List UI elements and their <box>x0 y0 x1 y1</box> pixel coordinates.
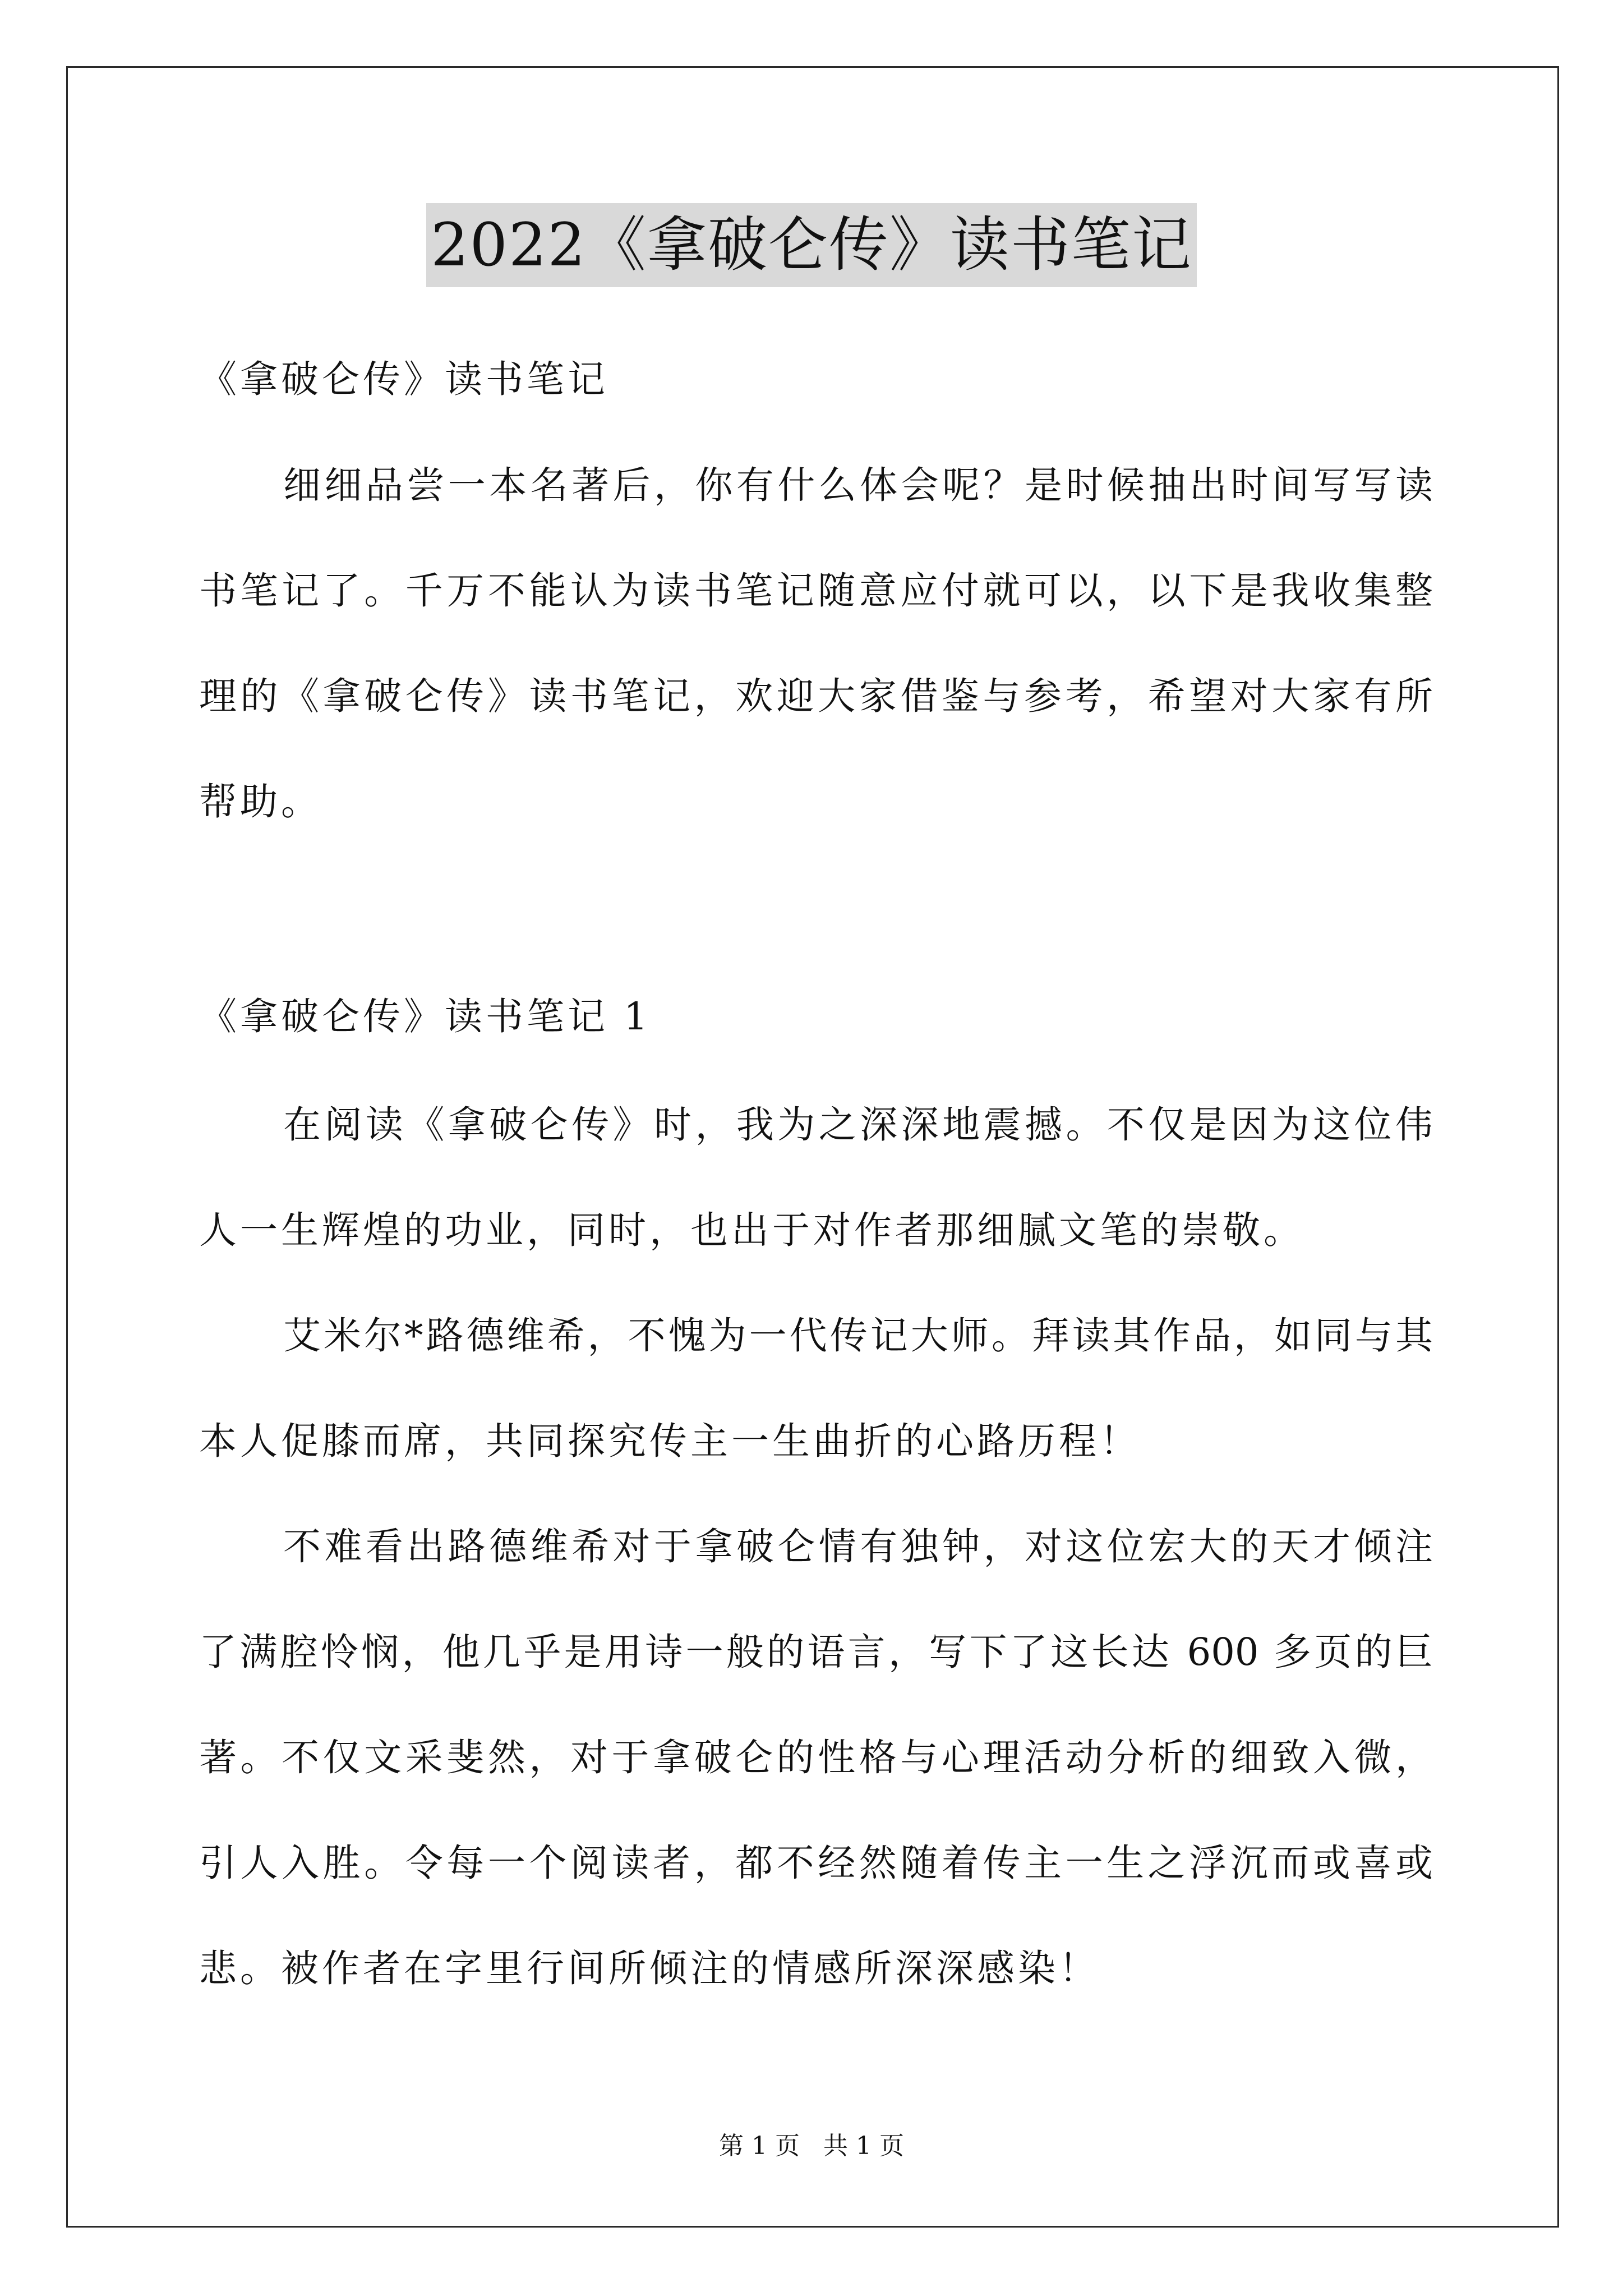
paragraph-1-line-1: 在阅读《拿破仑传》时，我为之深深地震撼。不仅是因为这位伟 <box>283 1103 1433 1147</box>
intro-line-2: 书笔记了。千万不能认为读书笔记随意应付就可以，以下是我收集整 <box>199 569 1433 613</box>
paragraph-2-line-2: 本人促膝而席，共同探究传主一生曲折的心路历程！ <box>199 1419 1141 1463</box>
paragraph-3-line-4: 引人入胜。令每一个阅读者，都不经然随着传主一生之浮沉而或喜或 <box>199 1841 1433 1885</box>
intro-line-1: 细细品尝一本名著后，你有什么体会呢？是时候抽出时间写写读 <box>283 463 1433 507</box>
paragraph-3-line-5: 悲。被作者在字里行间所倾注的情感所深深感染！ <box>199 1947 1100 1990</box>
paragraph-3-line-2: 了满腔怜悯，他几乎是用诗一般的语言，写下了这长达 600 多页的巨 <box>199 1630 1433 1674</box>
section-heading: 《拿破仑传》读书笔记 1 <box>199 995 651 1038</box>
paragraph-1-line-2: 人一生辉煌的功业，同时，也出于对作者那细腻文笔的崇敬。 <box>199 1208 1304 1252</box>
title-container <box>0 203 1623 287</box>
page-footer: 第 1 页 共 1 页 <box>719 2132 904 2160</box>
paragraph-3-line-3: 著。不仅文采斐然，对于拿破仑的性格与心理活动分析的细致入微， <box>199 1736 1433 1779</box>
intro-line-3: 理的《拿破仑传》读书笔记，欢迎大家借鉴与参考，希望对大家有所 <box>199 674 1433 718</box>
intro-line-4: 帮助。 <box>199 780 322 823</box>
paragraph-2-line-1: 艾米尔*路德维希，不愧为一代传记大师。拜读其作品，如同与其 <box>283 1314 1433 1358</box>
document-title: 2022《拿破仑传》读书笔记 <box>426 203 1197 287</box>
paragraph-3-line-1: 不难看出路德维希对于拿破仑情有独钟，对这位宏大的天才倾注 <box>283 1525 1433 1568</box>
document-subtitle: 《拿破仑传》读书笔记 <box>199 357 608 401</box>
